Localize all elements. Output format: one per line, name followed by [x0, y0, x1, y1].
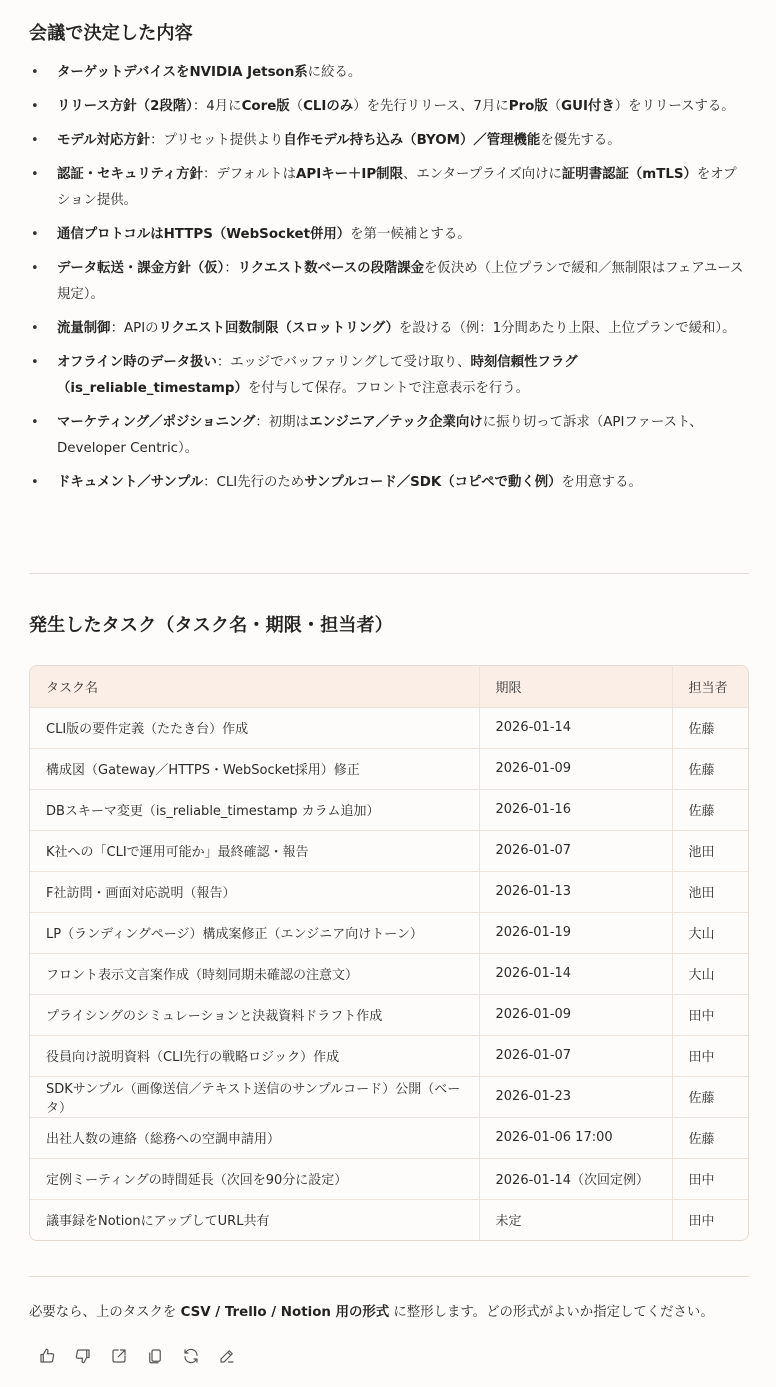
owner-cell: 田中: [672, 1158, 749, 1199]
decision-item: [29, 350, 749, 402]
task-name-cell: LP（ランディングページ）構成案修正（エンジニア向けトーン）: [30, 912, 479, 953]
header-task-name: タスク名: [30, 666, 479, 707]
table-row: [30, 1117, 749, 1158]
table-row: [30, 1158, 749, 1199]
footer-emphasis: CSV / Trello / Notion 用の形式: [180, 1305, 390, 1320]
divider: [29, 573, 749, 574]
decision-emphasis: Core版: [241, 99, 290, 114]
decision-text: を付与して保存。フロントで注意表示を行う。: [247, 381, 530, 396]
table-row: [30, 830, 749, 871]
decision-emphasis: APIキー＋IP制限: [296, 167, 403, 182]
owner-cell: 大山: [672, 912, 749, 953]
decision-item: [29, 316, 749, 342]
decision-emphasis: NVIDIA Jetson: [189, 65, 295, 80]
due-cell: 2026-01-06 17:00: [479, 1117, 672, 1158]
decision-text: を優先する。: [540, 133, 621, 148]
table-row: [30, 707, 749, 748]
decision-emphasis: 時刻信頼性フラグ（is_reliable_timestamp）: [57, 355, 578, 396]
decision-text: ：デフォルトは: [202, 167, 297, 182]
task-name-cell: フロント表示文言案作成（時刻同期未確認の注意文）: [30, 953, 479, 994]
decisions-list: [29, 60, 749, 504]
task-name-cell: 議事録をNotionにアップしてURL共有: [46, 1214, 270, 1230]
decision-emphasis: 自作モデル持ち込み（BYOM）／管理機能: [283, 133, 541, 148]
owner-cell: 佐藤: [672, 748, 749, 789]
owner-cell: 佐藤: [672, 707, 749, 748]
divider: [29, 1276, 749, 1277]
decision-emphasis: 証明書認証（mTLS）: [561, 167, 697, 182]
decisions-heading: 会議で決定した内容: [29, 23, 193, 44]
decision-text: に振り切って訴求（APIファースト、Developer Centric）。: [57, 415, 703, 456]
decision-emphasis: オフライン時のデータ扱い: [57, 355, 217, 370]
decision-text: ）をリリースする。: [614, 99, 735, 114]
decision-emphasis: リクエスト数ベースの段階課金: [237, 261, 425, 276]
table-row: [30, 1076, 749, 1117]
owner-cell: 田中: [672, 1199, 749, 1240]
owner-cell: 田中: [672, 1035, 749, 1076]
owner-cell: 池田: [672, 871, 749, 912]
owner-cell: 池田: [672, 830, 749, 871]
edit-button[interactable]: [216, 1345, 238, 1367]
tasks-table: [29, 665, 749, 1241]
decision-text: ：プリセット提供より: [150, 133, 284, 148]
due-cell: 2026-01-07: [479, 1035, 672, 1076]
share-icon: [110, 1347, 128, 1365]
footer-message: [29, 1301, 714, 1320]
decision-text: を設ける（例：1分間あたり上限、上位プランで緩和）。: [398, 321, 736, 336]
thumbs-down-button[interactable]: [72, 1345, 94, 1367]
decision-emphasis: モデル対応方針: [57, 133, 151, 148]
task-name-cell: プライシングのシミュレーションと決裁資料ドラフト作成: [30, 994, 479, 1035]
table-row: [30, 789, 749, 830]
task-name-cell: 定例ミーティングの時間延長（次回を90分に設定）: [30, 1158, 479, 1199]
decision-emphasis: 通信プロトコルは: [57, 227, 164, 242]
copy-icon: [146, 1347, 164, 1365]
task-name-cell: 役員向け説明資料（CLI先行の戦略ロジック）作成: [30, 1035, 479, 1076]
decision-emphasis: GUI付き: [561, 99, 615, 114]
decision-text: ：CLI先行のため: [203, 475, 305, 490]
table-row: [30, 994, 749, 1035]
decision-emphasis: HTTPS（WebSocket併用）: [163, 227, 351, 242]
owner-cell: 佐藤: [672, 1117, 749, 1158]
due-cell: 2026-01-14: [479, 953, 672, 994]
footer-text-segment: 必要なら、上のタスクを: [29, 1305, 181, 1320]
decision-text: を仮決め（上位プランで緩和／無制限はフェアユース規定）。: [57, 261, 744, 302]
due-cell: 2026-01-14: [479, 707, 672, 748]
task-name-cell: CLI版の要件定義（たたき台）作成: [30, 707, 479, 748]
due-cell: 2026-01-16: [479, 789, 672, 830]
copy-button[interactable]: [144, 1345, 166, 1367]
thumbs-down-icon: [74, 1347, 92, 1365]
due-cell: 2026-01-23: [479, 1076, 672, 1117]
table-row: [30, 748, 749, 789]
decision-text: をオプション提供。: [57, 167, 737, 208]
decision-emphasis: ドキュメント／サンプル: [57, 475, 204, 490]
table-row: [30, 1199, 749, 1240]
decision-text: ：初期は: [255, 415, 309, 430]
decision-emphasis: リクエスト回数制限（スロットリング）: [158, 321, 399, 336]
decision-item: [29, 410, 749, 462]
decision-text: （: [547, 99, 562, 114]
decision-emphasis: データ転送・課金方針（仮）: [57, 261, 225, 276]
header-owner: 担当者: [672, 666, 749, 707]
decision-item: [29, 162, 749, 214]
due-cell: 2026-01-09: [479, 994, 672, 1035]
tasks-heading: 発生したタスク（タスク名・期限・担当者）: [29, 615, 393, 636]
message-actions: [36, 1345, 238, 1367]
decision-item: [29, 94, 749, 120]
table-row: [30, 1035, 749, 1076]
decision-text: ）を先行リリース、7月に: [353, 99, 509, 114]
owner-cell: 佐藤: [672, 1076, 749, 1117]
decision-emphasis: CLIのみ: [303, 99, 354, 114]
decision-text: を第一候補とする。: [350, 227, 471, 242]
edit-icon: [218, 1347, 236, 1365]
task-name-cell: K社への「CLIで運用可能か」最終確認・報告: [30, 830, 479, 871]
decision-emphasis: エンジニア／テック企業向け: [308, 415, 483, 430]
due-cell: 2026-01-14（次回定例）: [479, 1158, 672, 1199]
decision-emphasis: リリース方針（2段階）: [57, 99, 193, 114]
task-name-cell: SDKサンプル（画像送信／テキスト送信のサンプルコード）公開（ベータ）: [30, 1076, 479, 1117]
decision-emphasis: ターゲットデバイスを: [57, 65, 190, 80]
decision-emphasis: サンプルコード／SDK（コピペで動く例）: [304, 475, 562, 490]
decision-item: [29, 60, 749, 86]
decision-text: 、エンタープライズ向けに: [402, 167, 562, 182]
due-cell: 2026-01-13: [479, 871, 672, 912]
table-row: [30, 953, 749, 994]
decision-emphasis: マーケティング／ポジショニング: [57, 415, 256, 430]
table-row: [30, 871, 749, 912]
due-cell: 2026-01-09: [479, 748, 672, 789]
decision-text: に絞る。: [307, 65, 362, 80]
header-due: 期限: [479, 666, 672, 707]
decision-text: ：4月に: [192, 99, 242, 114]
task-name-cell: F社訪問・画面対応説明（報告）: [30, 871, 479, 912]
thumbs-up-button[interactable]: [36, 1345, 58, 1367]
decision-item: [29, 470, 749, 496]
decision-item: [29, 256, 749, 308]
decision-text: ：: [224, 261, 238, 276]
task-name-cell: 構成図（Gateway／HTTPS・WebSocket採用）修正: [30, 748, 479, 789]
owner-cell: 佐藤: [672, 789, 749, 830]
regenerate-icon: [182, 1347, 200, 1365]
thumbs-up-icon: [38, 1347, 56, 1365]
decision-emphasis: 認証・セキュリティ方針: [57, 167, 203, 182]
footer-text-segment: に整形します。どの形式がよいか指定してください。: [389, 1305, 714, 1320]
decision-text: を用意する。: [561, 475, 642, 490]
decision-emphasis: Pro版: [508, 99, 548, 114]
decision-item: [29, 222, 749, 248]
table-header-row: [30, 666, 749, 707]
share-button[interactable]: [108, 1345, 130, 1367]
decision-emphasis: 流量制御: [57, 321, 111, 336]
due-cell: 2026-01-07: [479, 830, 672, 871]
decision-item: [29, 128, 749, 154]
due-cell: 未定: [479, 1199, 672, 1240]
task-name-cell: 出社人数の連絡（総務への空調申請用）: [30, 1117, 479, 1158]
task-name-cell: DBスキーマ変更（is_reliable_timestamp カラム追加）: [30, 789, 479, 830]
decision-text: （: [289, 99, 304, 114]
table-row: [30, 912, 749, 953]
due-cell: 2026-01-19: [479, 912, 672, 953]
decision-emphasis: 系: [294, 65, 308, 80]
owner-cell: 田中: [672, 994, 749, 1035]
owner-cell: 大山: [672, 953, 749, 994]
decision-text: ：APIの: [110, 321, 159, 336]
decision-text: ：エッジでバッファリングして受け取り、: [216, 355, 471, 370]
regenerate-button[interactable]: [180, 1345, 202, 1367]
